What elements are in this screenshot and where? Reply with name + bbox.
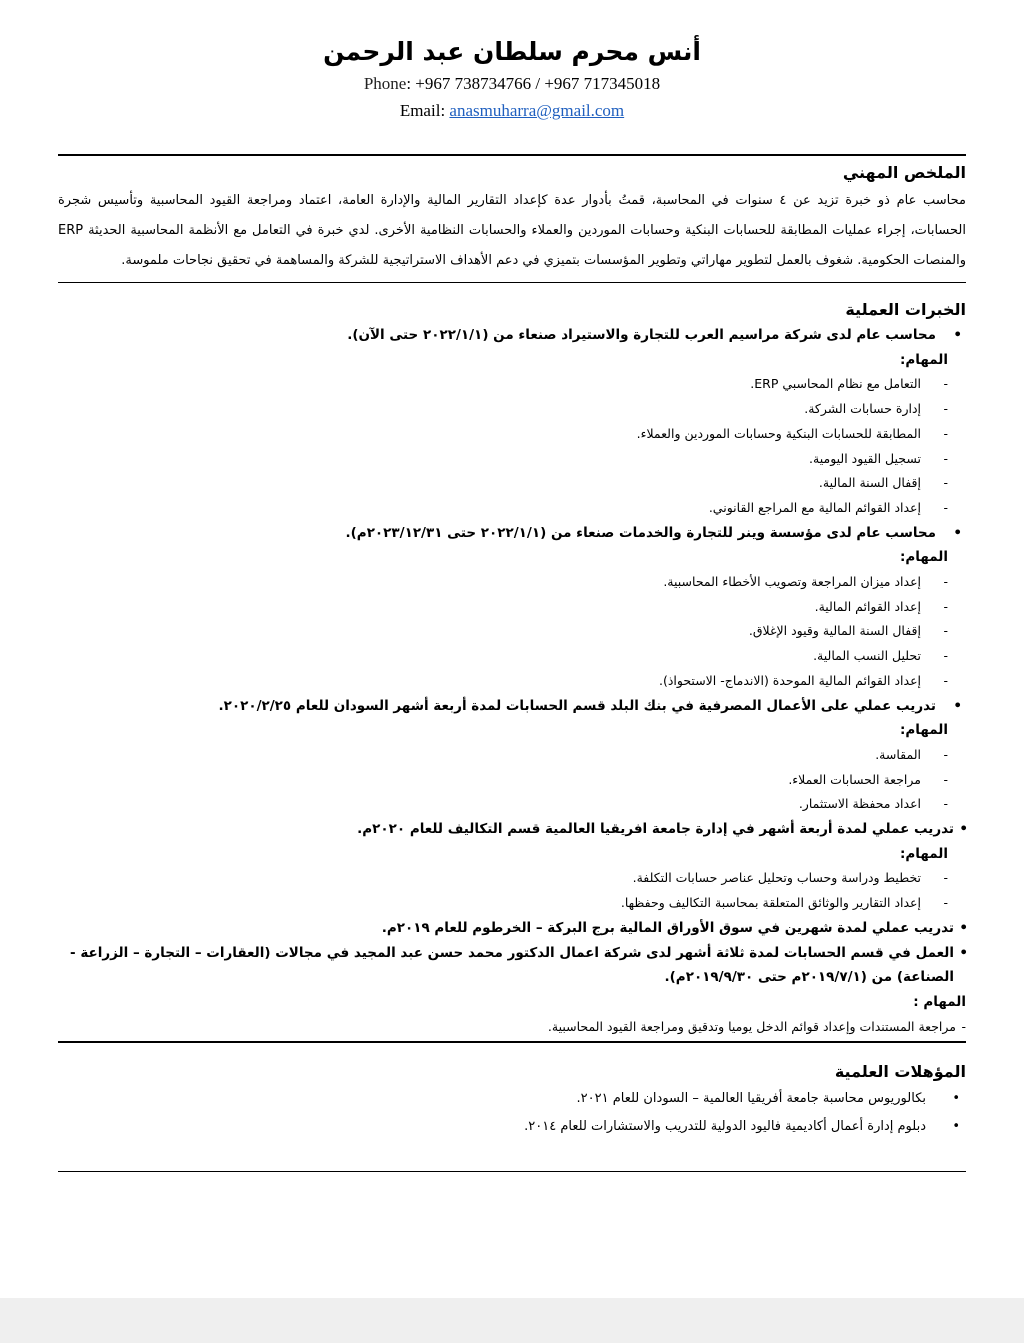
- task-list: [58, 1015, 966, 1040]
- task-item: - المقاسة.: [58, 743, 966, 768]
- qualification-item: • بكالوريوس محاسبة جامعة أفريقيا العالمية – السودان للعام ٢٠٢١.: [58, 1085, 966, 1113]
- summary-text: محاسب عام ذو خبرة تزيد عن ٤ سنوات في المحاسبة، قمتُ بأدوار عدة كإعداد التقارير المالية والإدارة العامة، اعتماد ومراجعة القيود المحاسبية وتأسيس شجرة الحسابات، إجراء عمليات المطابقة للحسابات البنكية وحسابات الموردين والعملاء والحسابات النظامية الأخرى. لدي خبرة في التعامل مع الأنظمة المحاسبية الحديثة ERP والمنصات الحكومية. شغوف بالعمل لتطوير مهاراتي وتطوير المؤسسات بتميزي في دعم الأهداف الاستراتيجية للشركة والمساهمة في تحقيق نجاحات ملموسة.: [58, 193, 966, 268]
- experience-section: [58, 297, 966, 1039]
- email-line: Email: anasmuharra@gmail.com: [399, 101, 625, 120]
- phone-value: : +967 738734766 / +967 717345018: [406, 74, 661, 93]
- divider: [58, 282, 966, 283]
- phone-label: Phone: [363, 74, 407, 93]
- task-item: - إعداد التقارير والوثائق المتعلقة بمحاسبة التكاليف وحفظها.: [58, 891, 966, 916]
- task-item: - تسجيل القيود اليومية.: [58, 447, 966, 472]
- qualifications-title: المؤهلات العلمية: [834, 1062, 966, 1082]
- phone-line: [58, 70, 966, 97]
- summary-title: الملخص المهني: [842, 163, 966, 182]
- divider: [58, 1041, 966, 1043]
- tasks-label: المهام:: [899, 351, 948, 368]
- task-item: - إعداد القوائم المالية الموحدة (الاندماج- الاستحواذ).: [58, 669, 966, 694]
- task-item: - إعداد ميزان المراجعة وتصويب الأخطاء المحاسبية.: [58, 570, 966, 595]
- job-entry: • محاسب عام لدى شركة مراسيم العرب للتجارة والاستيراد صنعاء من (٢٠٢٢/١/١ حتى الآن).: [58, 323, 966, 348]
- job-entry: • العمل في قسم الحسابات لمدة ثلاثة أشهر لدى شركة اعمال الدكتور محمد حسن عبد المجيد في مجالات (العقارات – التجارة – الزراعة - الصناعة) من (٢٠١٩/٧/١م حتى ٢٠١٩/٩/٣٠م).: [58, 941, 966, 990]
- tasks-label: المهام :: [913, 993, 966, 1010]
- task-list: [58, 743, 966, 817]
- qualifications-section: [58, 1059, 966, 1141]
- divider: [58, 1171, 966, 1172]
- task-list: [58, 372, 966, 520]
- task-list: [58, 866, 966, 915]
- experience-title: الخبرات العملية: [845, 300, 966, 319]
- page-gap: [0, 1298, 1024, 1343]
- divider: [58, 154, 966, 156]
- summary-section: [58, 160, 966, 276]
- job-entry: • تدريب عملي لمدة أربعة أشهر في إدارة جامعة افريقيا العالمية قسم التكاليف للعام ٢٠٢٠م.: [58, 817, 966, 842]
- task-item: - التعامل مع نظام المحاسبي ERP.: [58, 372, 966, 397]
- task-item: - إدارة حسابات الشركة.: [58, 397, 966, 422]
- task-list: [58, 570, 966, 694]
- task-item: - إقفال السنة المالية وقيود الإغلاق.: [58, 619, 966, 644]
- task-item: - مراجعة الحسابات العملاء.: [58, 768, 966, 793]
- candidate-name: أنس محرم سلطان عبد الرحمن: [323, 37, 701, 66]
- resume-page: [58, 0, 966, 1172]
- job-entry: • تدريب عملي لمدة شهرين في سوق الأوراق المالية برج البركة – الخرطوم للعام ٢٠١٩م.: [58, 916, 966, 941]
- task-item: - اعداد محفظة الاستثمار.: [58, 792, 966, 817]
- job-entry: • محاسب عام لدى مؤسسة وينر للتجارة والخدمات صنعاء من (٢٠٢٢/١/١ حتى ٢٠٢٣/١٢/٣١م).: [58, 521, 966, 546]
- tasks-label: المهام:: [899, 722, 948, 739]
- email-label: Email: [399, 101, 441, 120]
- tasks-label: المهام:: [899, 549, 948, 566]
- tasks-label: المهام:: [899, 845, 948, 862]
- task-item: - المطابقة للحسابات البنكية وحسابات الموردين والعملاء.: [58, 422, 966, 447]
- task-item: - مراجعة المستندات وإعداد قوائم الدخل يوميا وتدقيق ومراجعة القيود المحاسبية.: [58, 1015, 966, 1040]
- task-item: - إعداد القوائم المالية مع المراجع القانوني.: [58, 496, 966, 521]
- email-link[interactable]: anasmuharra@gmail.com: [449, 101, 625, 120]
- job-entry: • تدريب عملي على الأعمال المصرفية في بنك البلد قسم الحسابات لمدة أربعة أشهر السودان للعام ٢٠٢٠/٢/٢٥.: [58, 694, 966, 719]
- task-item: - تحليل النسب المالية.: [58, 644, 966, 669]
- task-item: - إقفال السنة المالية.: [58, 471, 966, 496]
- task-item: - إعداد القوائم المالية.: [58, 595, 966, 620]
- qualification-item: • دبلوم إدارة أعمال أكاديمية فاليود الدولية للتدريب والاستشارات للعام ٢٠١٤.: [58, 1113, 966, 1141]
- task-item: - تخطيط ودراسة وحساب وتحليل عناصر حسابات التكلفة.: [58, 866, 966, 891]
